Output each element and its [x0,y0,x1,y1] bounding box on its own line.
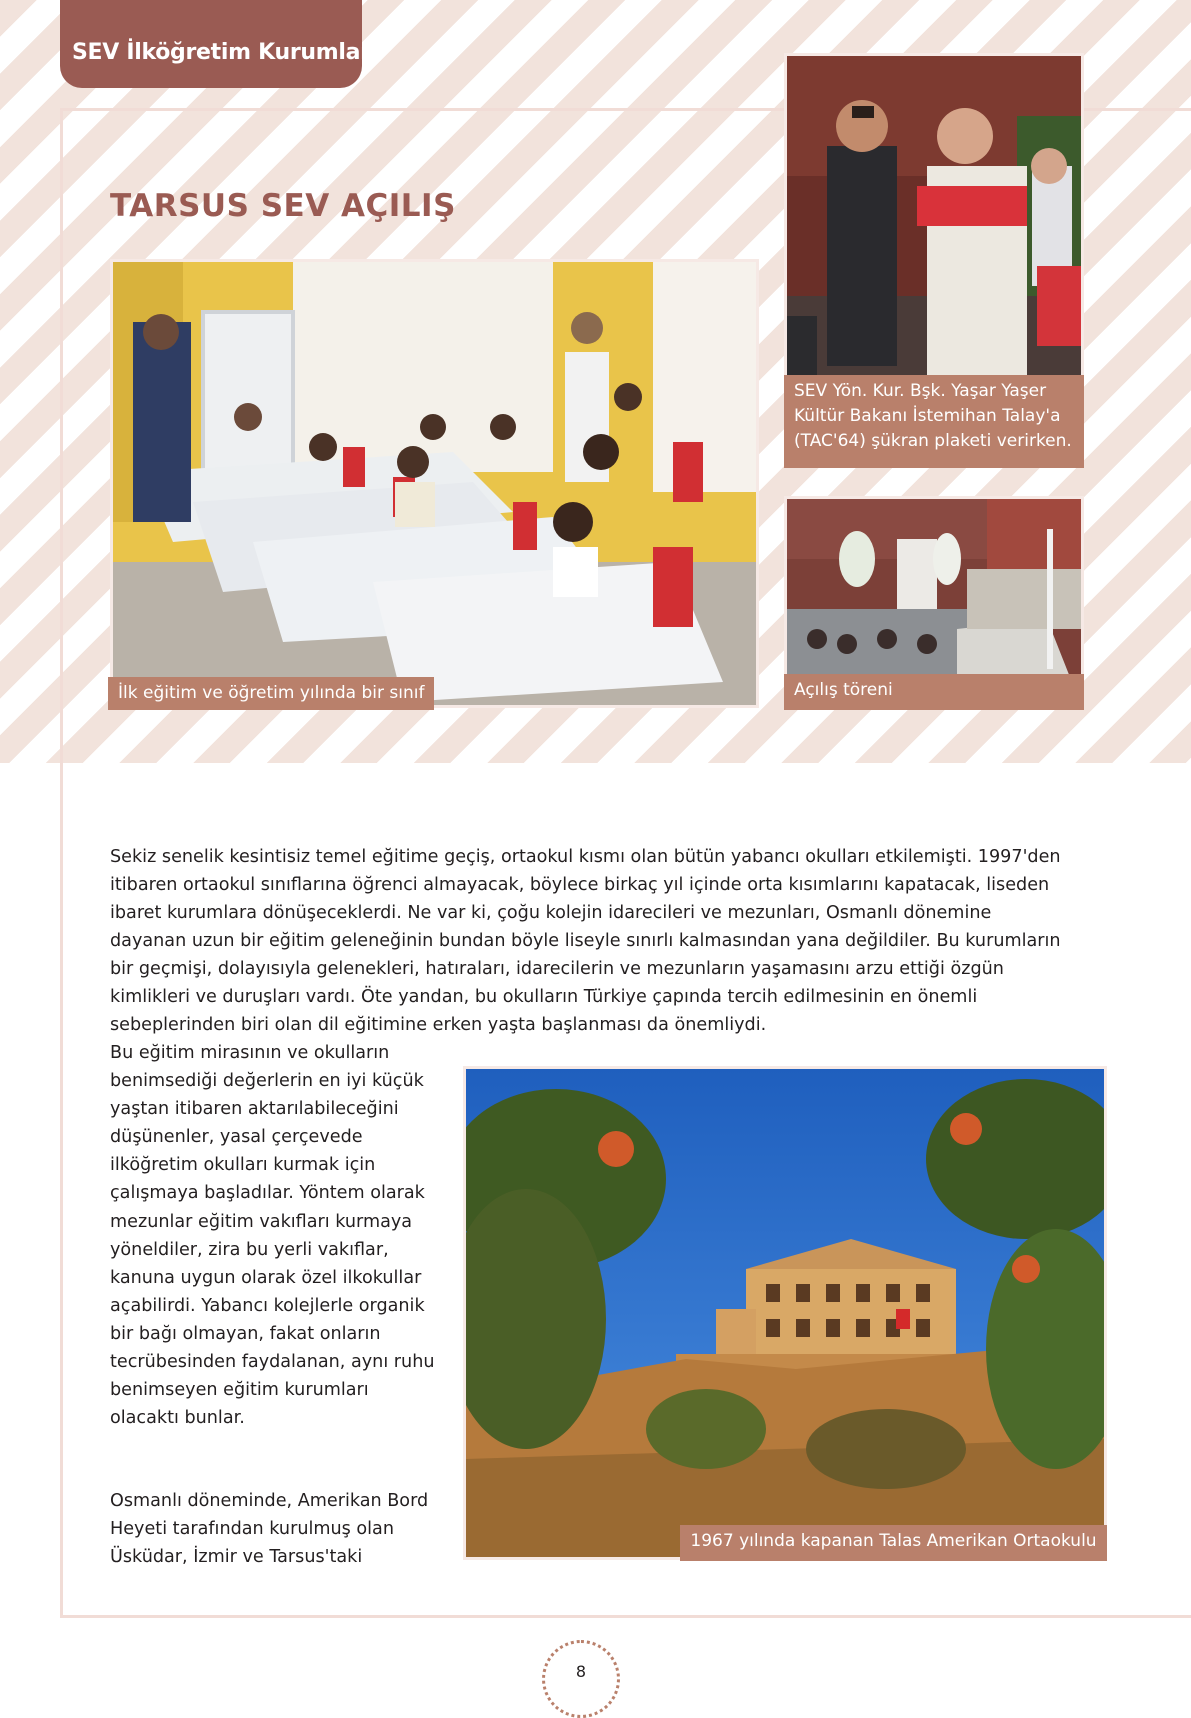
opening-ceremony-caption: Açılış töreni [784,674,1084,710]
classroom-photo [110,259,759,708]
classroom-caption: İlk eğitim ve öğretim yılında bir sınıf [108,677,434,710]
column-paragraph: Bu eğitim mirasının ve okulların benimsediği değerlerin en iyi küçük yaştan itibaren aktarılabileceğini düşünenler, yasal çerçevede ilköğretim okulları kurmak için çalışmaya başladılar. Yöntem olarak mezunlar eğitim vakıfları kurmaya yöneldiler, zira bu yerli vakıflar, kanuna uygun olarak özel ilkokullar açabilirdi. Yabancı kolejlerle organik bir bağı olmayan, fakat onların tecrübesinden faydalanan, aynı ruhu benimseyen eğitim kurumları olacaktı bunlar. [110,1043,435,1429]
column-paragraph-continued: Osmanlı döneminde, Amerikan Bord Heyeti tarafından kurulmuş olan Üsküdar, İzmir ve Tarsus'taki [110,1491,429,1568]
page-number: 8 [575,1662,587,1681]
talas-school-photo [463,1066,1107,1560]
talas-school-caption: 1967 yılında kapanan Talas Amerikan Ortaokulu [680,1525,1107,1561]
section-title: SEV İlköğretim Kurumları [72,40,378,65]
intro-paragraph: Sekiz senelik kesintisiz temel eğitime geçiş, ortaokul kısmı olan bütün yabancı okulları etkilemişti. 1997'den itibaren ortaokul sınıflarına öğrenci almayacak, böylece birkaç yıl içinde orta kısımlarını kapatacak, liseden ibaret kurumlara dönüşeceklerdi. Ne var ki, çoğu kolejin idarecileri ve mezunları, Osmanlı dönemine dayanan uzun bir eğitim geleneğinin bundan böyle liseyle sınırlı kalmasından yana değildiler. Bu kurumların bir geçmişi, dolayısıyla gelenekleri, hatıraları, idarecilerin ve mezunların yaşamasını arzu ettiği özgün kimlikleri ve duruşları vardı. Öte yandan, bu okulların Türkiye çapında tercih edilmesinin en önemli sebeplerinden biri olan dil eğitimine erken yaşta başlanması da önemliydi. [110,847,1061,1035]
ceremony-speech-caption: SEV Yön. Kur. Bşk. Yaşar Yaşer Kültür Bakanı İstemihan Talay'a (TAC'64) şükran plaketi verirken. [784,375,1084,468]
talas-school-image [466,1069,1104,1557]
page-title: TARSUS SEV AÇILIŞ [110,188,456,224]
frame-border-bottom [60,1615,1191,1618]
frame-border-left [60,108,63,1618]
classroom-image [113,262,756,705]
